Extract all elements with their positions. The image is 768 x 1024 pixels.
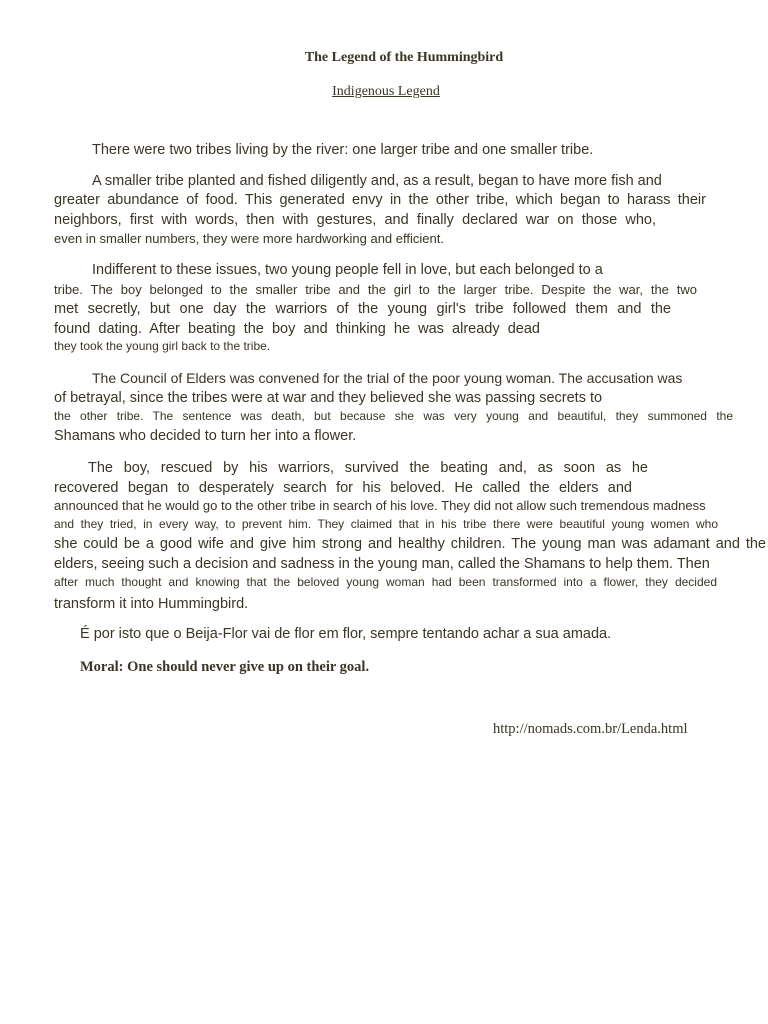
- text-line: the other tribe. The sentence was death, but because she was very young and beautiful, they summoned the: [54, 409, 733, 423]
- document-title: The Legend of the Hummingbird: [304, 50, 504, 65]
- text-line: of betrayal, since the tribes were at war and they believed she was passing secrets to: [54, 390, 603, 406]
- text-line: tribe. The boy belonged to the smaller tribe and the girl to the larger tribe. Despite the war, the two: [54, 282, 697, 297]
- text-line: met secretly, but one day the warriors of the young girl's tribe followed them and the: [54, 301, 671, 317]
- text-line: even in smaller numbers, they were more hardworking and efficient.: [54, 231, 444, 246]
- text-line: The boy, rescued by his warriors, survived the beating and, as soon as he: [88, 460, 648, 476]
- text-line: and they tried, in every way, to prevent him. They claimed that in his tribe there were beautiful young women who: [54, 517, 718, 531]
- text-line: The Council of Elders was convened for the trial of the poor young woman. The accusation was: [92, 370, 683, 386]
- text-line: after much thought and knowing that the beloved young woman had been transformed into a flower, they decided: [54, 575, 717, 589]
- text-line: announced that he would go to the other tribe in search of his love. They did not allow such tremendous madness: [54, 498, 706, 513]
- text-line: found dating. After beating the boy and thinking he was already dead: [54, 321, 540, 337]
- text-line: transform it into Hummingbird.: [54, 596, 249, 612]
- text-line: greater abundance of food. This generated envy in the other tribe, which began to harass their: [54, 192, 706, 208]
- moral-statement: Moral: One should never give up on their goal.: [80, 659, 370, 675]
- text-line: they took the young girl back to the tribe.: [54, 339, 271, 353]
- document-subtitle: Indigenous Legend: [332, 84, 440, 99]
- text-line: Shamans who decided to turn her into a flower.: [54, 428, 357, 444]
- text-line: There were two tribes living by the river: one larger tribe and one smaller tribe.: [92, 142, 594, 158]
- text-line: A smaller tribe planted and fished diligently and, as a result, began to have more fish and: [92, 173, 662, 189]
- text-line: recovered began to desperately search for his beloved. He called the elders and: [54, 480, 632, 496]
- source-url: http://nomads.com.br/Lenda.html: [493, 721, 688, 737]
- text-line: neighbors, first with words, then with gestures, and finally declared war on those who,: [54, 212, 656, 228]
- text-line: elders, seeing such a decision and sadness in the young man, called the Shamans to help them. Then: [54, 556, 710, 572]
- text-line: É por isto que o Beija-Flor vai de flor em flor, sempre tentando achar a sua amada.: [80, 626, 612, 642]
- text-line: she could be a good wife and give him strong and healthy children. The young man was adamant and the: [54, 536, 766, 552]
- text-line: Indifferent to these issues, two young people fell in love, but each belonged to a: [92, 262, 603, 278]
